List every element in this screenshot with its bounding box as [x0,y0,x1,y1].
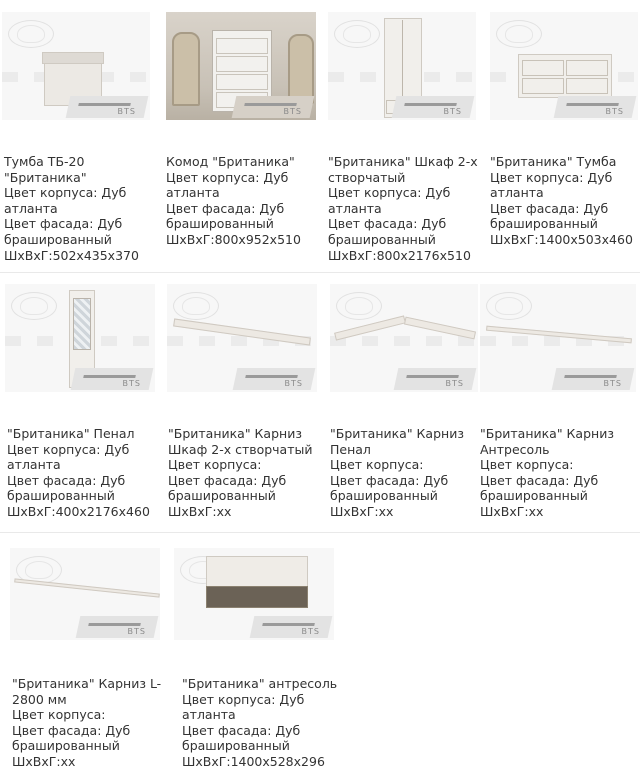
product-description [490,154,638,248]
watermark-logo [8,20,54,48]
product-title[interactable]: Комод "Британика" [166,154,295,169]
facade-color: Цвет фасада: Дуб брашированный [7,472,126,504]
tv-stand-drawer [522,78,564,94]
facade-color: Цвет фасада: Дуб брашированный [328,216,447,247]
watermark-text: BTS [283,107,302,116]
body-color: Цвет корпуса: [330,457,424,473]
watermark-logo [336,292,382,320]
product-description [182,676,338,770]
dresser-drawer [216,56,268,72]
product-title[interactable]: "Британика" Карниз Пенал [330,426,464,457]
product-image[interactable] [5,284,155,392]
wardrobe-door-divider [402,20,403,100]
body-color: Цвет корпуса: Дуб атланта [4,185,127,216]
body-color: Цвет корпуса: [12,707,106,723]
watermark-text: BTS [445,379,464,388]
body-color: Цвет корпуса: [480,457,574,473]
product-image[interactable] [490,12,638,120]
watermark-text: BTS [443,107,462,116]
mezzanine-illustration [206,556,308,588]
tv-stand-drawer [522,60,564,76]
product-card[interactable] [5,284,155,392]
body-color: Цвет корпуса: [168,457,262,473]
dimensions: ШхВхГ:1400x528x296 [182,753,325,769]
dimensions: ШхВхГ:800x952x510 [166,231,301,247]
product-card[interactable] [10,548,160,640]
product-card[interactable] [328,12,478,120]
product-image[interactable] [10,548,160,640]
product-description [12,676,162,770]
dimensions: ШхВхГ:400x2176x460 [7,503,150,519]
product-title[interactable]: "Британика" Шкаф 2-х створчатый [328,154,478,185]
facade-color: Цвет фасада: Дуб брашированный [166,200,285,232]
product-image[interactable] [480,284,636,392]
dresser-drawer [216,38,268,54]
dimensions: ШхВхГ:xx [12,753,76,769]
dimensions: ШхВхГ:800x2176x510 [328,247,471,263]
watermark-text: BTS [127,627,146,636]
body-color: Цвет корпуса: Дуб атланта [328,185,451,216]
facade-color: Цвет фасада: Дуб брашированный [4,216,123,247]
watermark-logo [173,292,219,320]
product-title[interactable]: "Британика" антресоль [182,676,338,691]
product-title[interactable]: Тумба ТБ-20 "Британика" [4,154,87,185]
row-separator [0,532,640,533]
watermark-text: BTS [605,107,624,116]
facade-color: Цвет фасада: Дуб брашированный [168,472,287,504]
product-image[interactable] [174,548,334,640]
product-title[interactable]: "Британика" Тумба [490,154,617,169]
dimensions: ШхВхГ:xx [480,503,544,519]
product-card[interactable] [330,284,478,392]
product-description [166,154,321,248]
tv-stand-drawer [566,78,608,94]
product-card[interactable] [166,12,316,120]
facade-color: Цвет фасада: Дуб брашированный [480,472,599,504]
product-image[interactable] [167,284,317,392]
dimensions: ШхВхГ:502x435x370 [4,247,139,263]
product-title[interactable]: "Британика" Карниз Антресоль [480,426,614,457]
product-image[interactable] [166,12,316,120]
facade-color: Цвет фасада: Дуб брашированный [490,200,609,232]
watermark-logo [334,20,380,48]
row-separator [0,272,640,273]
product-description [480,426,636,520]
product-title[interactable]: "Британика" Карниз L-2800 мм [12,676,162,707]
body-color: Цвет корпуса: Дуб атланта [166,169,289,201]
body-color: Цвет корпуса: Дуб атланта [182,691,305,723]
cornice-illustration [14,578,160,597]
facade-color: Цвет фасада: Дуб брашированный [330,472,449,504]
product-card[interactable] [490,12,638,120]
glass-door-illustration [73,298,91,350]
product-card[interactable] [167,284,317,392]
chair-illustration [288,34,314,104]
product-description [7,426,159,520]
product-description [4,154,156,263]
body-color: Цвет корпуса: Дуб атланта [490,169,613,201]
product-card[interactable] [2,12,152,120]
watermark-strip [330,336,478,346]
watermark-logo [496,20,542,48]
facade-color: Цвет фасада: Дуб брашированный [12,722,131,754]
dresser-drawer [216,74,268,90]
product-description [168,426,318,520]
product-title[interactable]: "Британика" Пенал [7,426,135,441]
watermark-text: BTS [122,379,141,388]
product-card[interactable] [174,548,334,640]
product-description [328,154,478,263]
watermark-logo [486,292,532,320]
product-title[interactable]: "Британика" Карниз Шкаф 2-х створчатый [168,426,313,457]
dimensions: ШхВхГ:xx [168,503,232,519]
watermark-logo [11,292,57,320]
product-image[interactable] [330,284,478,392]
nightstand-top [42,52,104,64]
watermark-text: BTS [117,107,136,116]
watermark-text: BTS [301,627,320,636]
product-card[interactable] [480,284,636,392]
product-image[interactable] [328,12,476,120]
product-image[interactable] [2,12,150,120]
product-description [330,426,476,520]
dimensions: ШхВхГ:1400x503x460 [490,231,633,247]
facade-color: Цвет фасада: Дуб брашированный [182,722,301,754]
watermark-text: BTS [603,379,622,388]
watermark-text: BTS [284,379,303,388]
dimensions: ШхВхГ:xx [330,503,394,519]
tv-stand-drawer [566,60,608,76]
chair-illustration [172,32,200,106]
body-color: Цвет корпуса: Дуб атланта [7,441,130,473]
mezzanine-open-shelf [206,586,308,608]
